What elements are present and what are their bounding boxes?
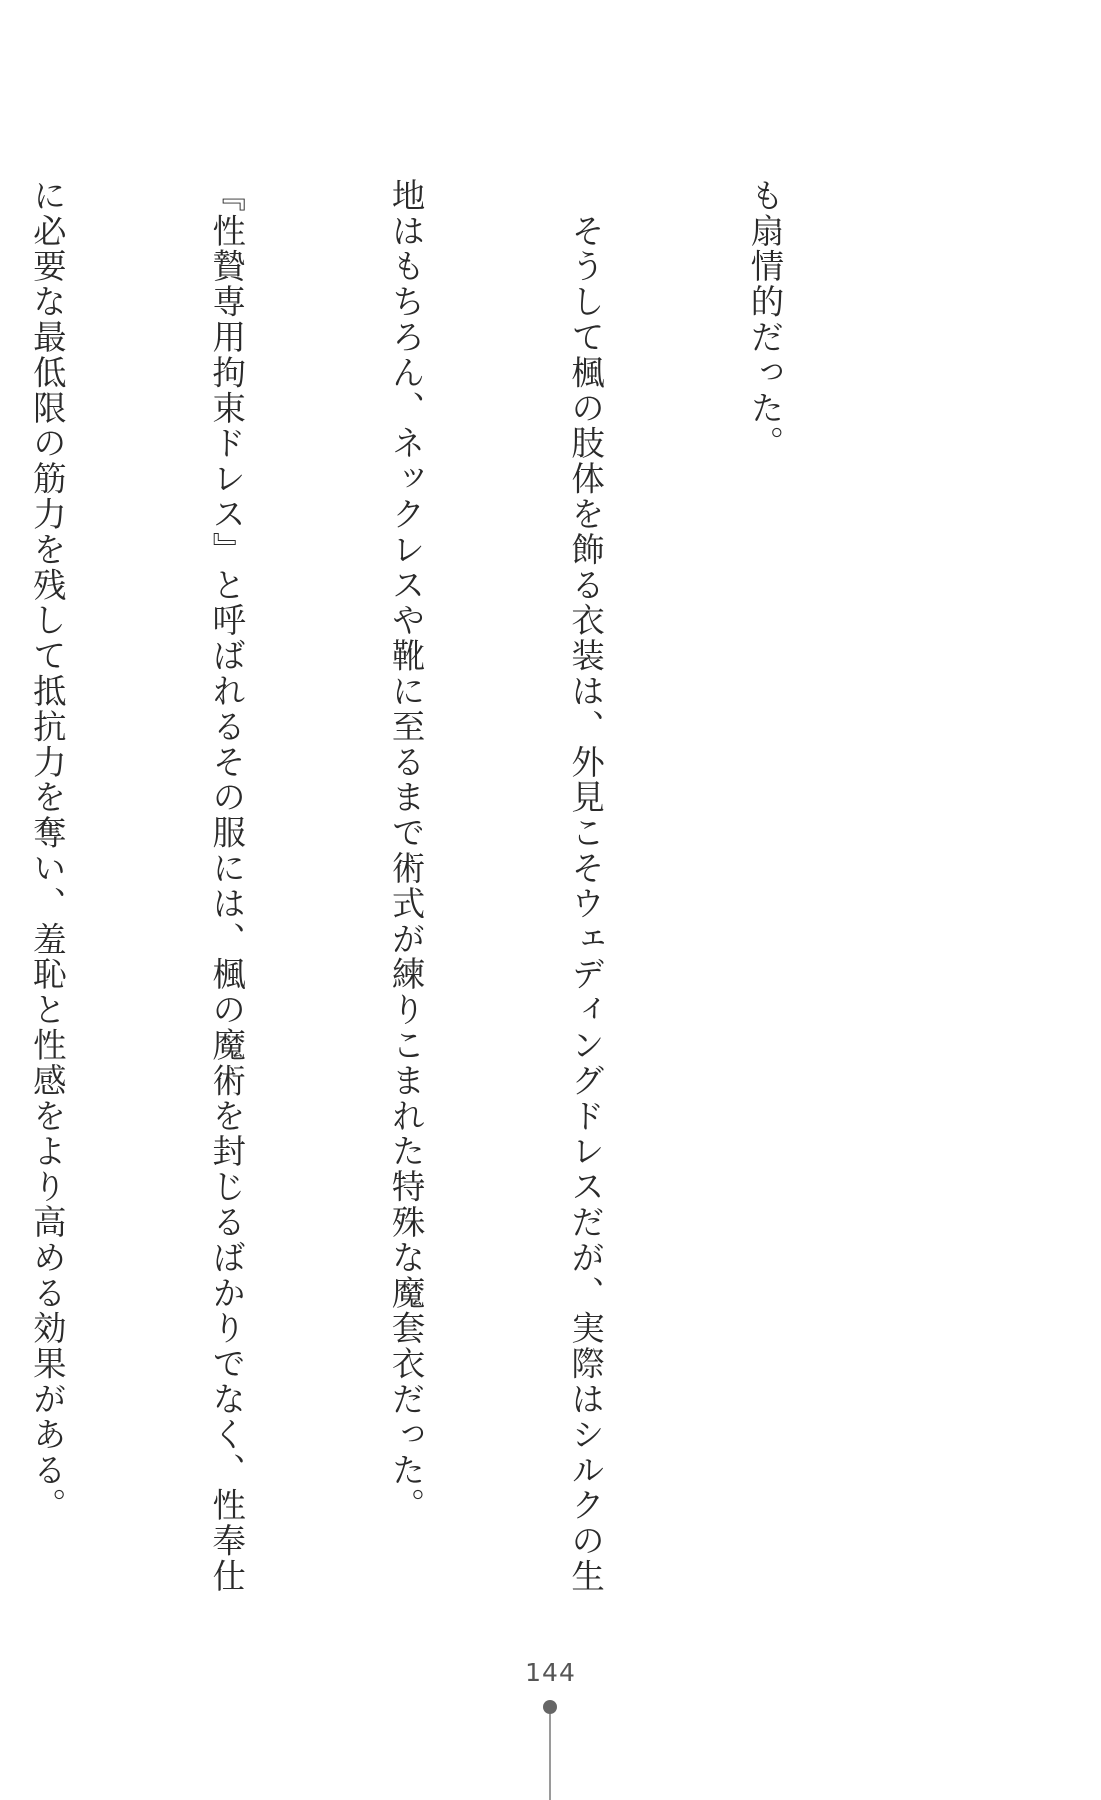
body-text <box>27 178 914 1594</box>
text-line: 地はもちろん、ネックレスや靴に至るまで術式が練りこまれた特殊な魔套衣だった。 <box>386 178 426 1524</box>
page-marker-line <box>549 1714 551 1800</box>
text-line: も扇情的だった。 <box>745 178 785 462</box>
text-line: そうして楓の肢体を飾る衣装は、外見こそウェディングドレスだが、実際はシルクの生 <box>566 178 606 1594</box>
page-marker-dot <box>543 1700 557 1714</box>
text-line: 『性贄専用拘束ドレス』と呼ばれるその服には、楓の魔術を封じるばかりでなく、性奉仕 <box>207 178 247 1594</box>
page-number: 144 <box>525 1658 576 1687</box>
text-line: に必要な最低限の筋力を残して抵抗力を奪い、羞恥と性感をより高める効果がある。 <box>27 178 67 1524</box>
